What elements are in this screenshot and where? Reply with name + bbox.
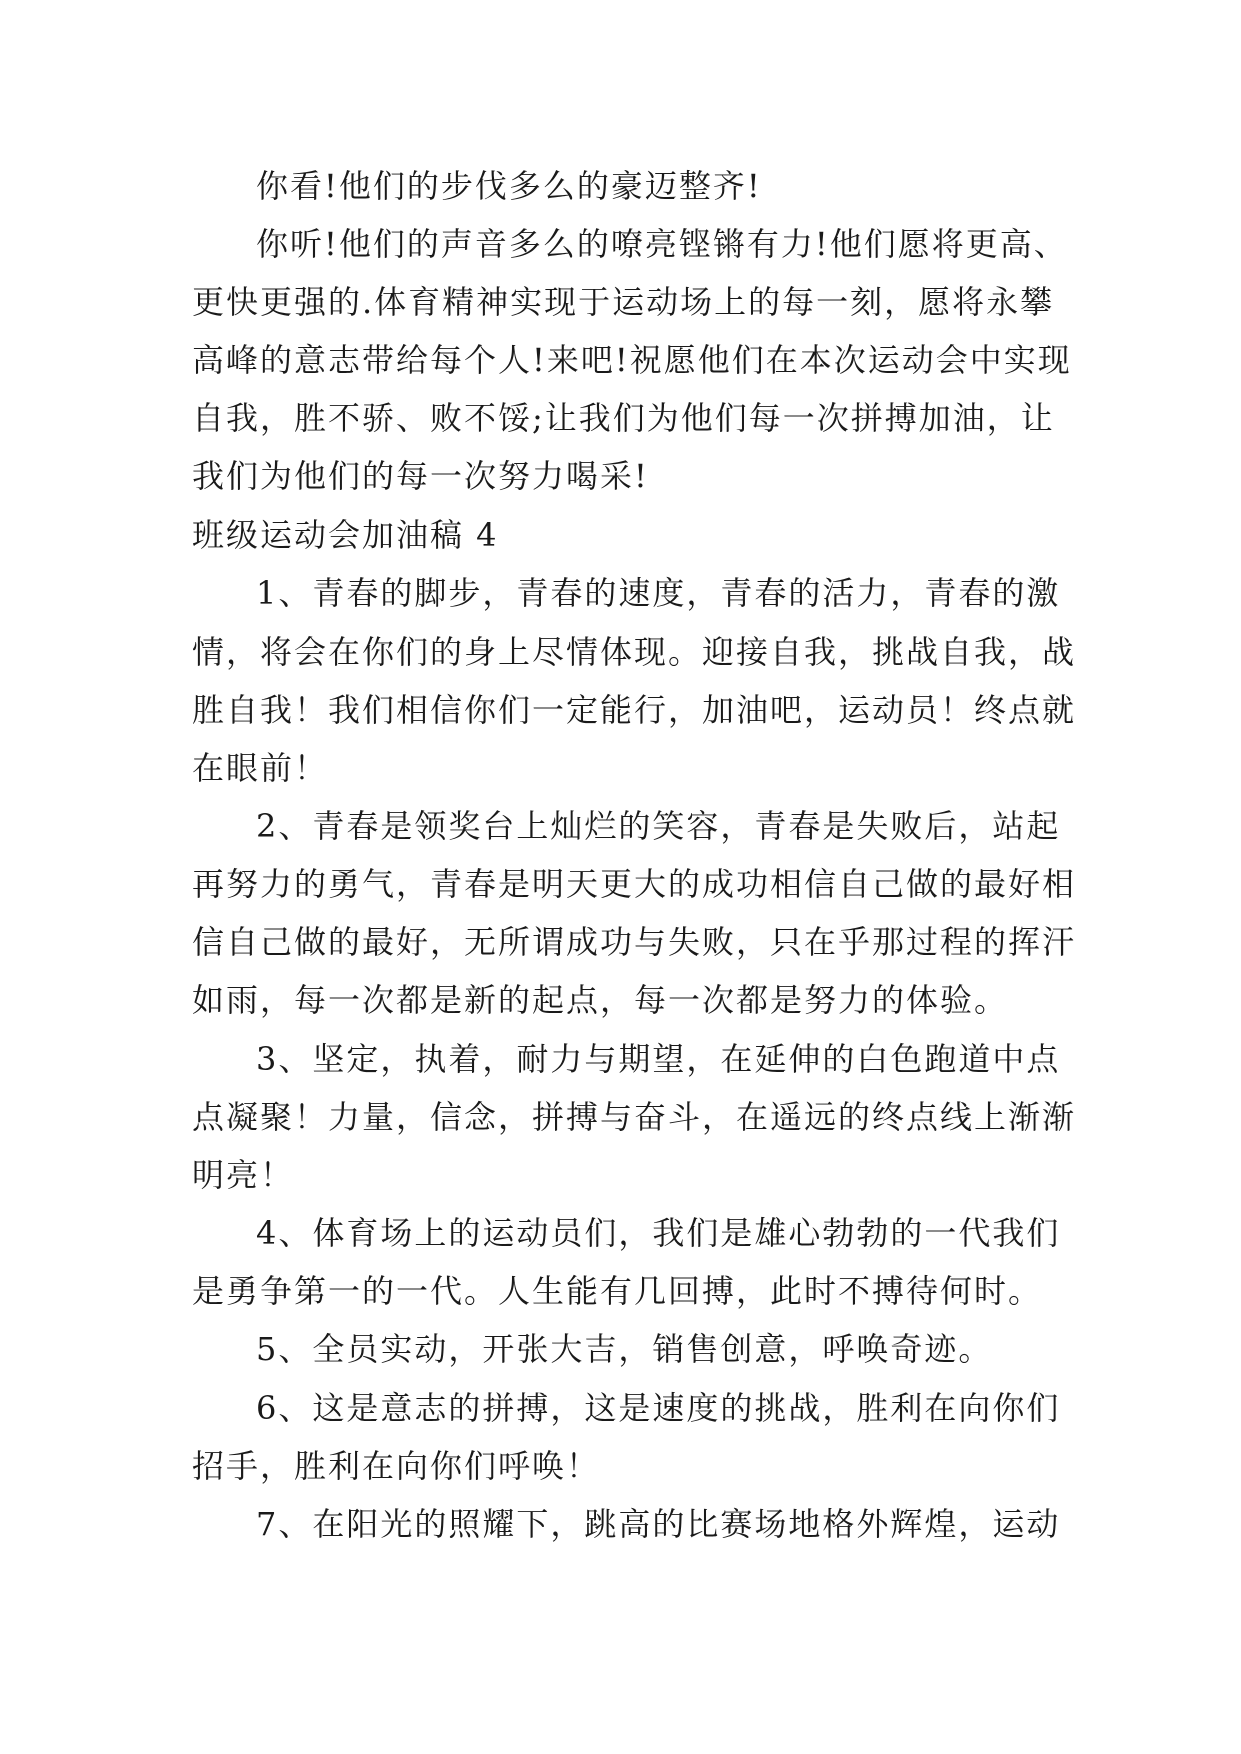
text-line: 胜自我！我们相信你们一定能行，加油吧，运动员！终点就	[192, 691, 1077, 729]
text-line: 更快更强的.体育精神实现于运动场上的每一刻，愿将永攀	[192, 283, 1055, 321]
text-line: 2、青春是领奖台上灿烂的笑容，青春是失败后，站起	[256, 807, 1061, 845]
text-line: 情，将会在你们的身上尽情体现。迎接自我，挑战自我，战	[192, 633, 1077, 671]
text-line: 再努力的勇气，青春是明天更大的成功相信自己做的最好相	[192, 865, 1077, 903]
text-line: 点凝聚！力量，信念，拼搏与奋斗，在遥远的终点线上渐渐	[192, 1098, 1077, 1136]
section-heading: 班级运动会加油稿 4	[192, 516, 499, 554]
text-line: 5、全员实动，开张大吉，销售创意，呼唤奇迹。	[256, 1330, 993, 1368]
text-line: 明亮！	[192, 1156, 295, 1194]
text-line: 你看!他们的步伐多么的豪迈整齐!	[256, 167, 762, 205]
text-line: 高峰的意志带给每个人!来吧!祝愿他们在本次运动会中实现	[192, 341, 1072, 379]
text-line: 我们为他们的每一次努力喝采!	[192, 457, 649, 495]
text-line: 6、这是意志的拼搏，这是速度的挑战，胜利在向你们	[256, 1389, 1061, 1427]
text-line: 4、体育场上的运动员们，我们是雄心勃勃的一代我们	[256, 1214, 1061, 1252]
text-line: 招手，胜利在向你们呼唤！	[192, 1447, 601, 1485]
text-line: 你听!他们的声音多么的嘹亮铿锵有力!他们愿将更高、	[256, 225, 1068, 263]
text-line: 自我，胜不骄、败不馁;让我们为他们每一次拼搏加油，让	[192, 399, 1055, 437]
text-line: 如雨，每一次都是新的起点，每一次都是努力的体验。	[192, 981, 1009, 1019]
text-line: 是勇争第一的一代。人生能有几回搏，此时不搏待何时。	[192, 1272, 1043, 1310]
text-line: 3、坚定，执着，耐力与期望，在延伸的白色跑道中点	[256, 1040, 1061, 1078]
text-line: 7、在阳光的照耀下，跳高的比赛场地格外辉煌，运动	[256, 1505, 1061, 1543]
text-line: 信自己做的最好，无所谓成功与失败，只在乎那过程的挥汗	[192, 923, 1077, 961]
text-line: 在眼前！	[192, 749, 329, 787]
text-line: 1、青春的脚步，青春的速度，青春的活力，青春的激	[256, 574, 1061, 612]
